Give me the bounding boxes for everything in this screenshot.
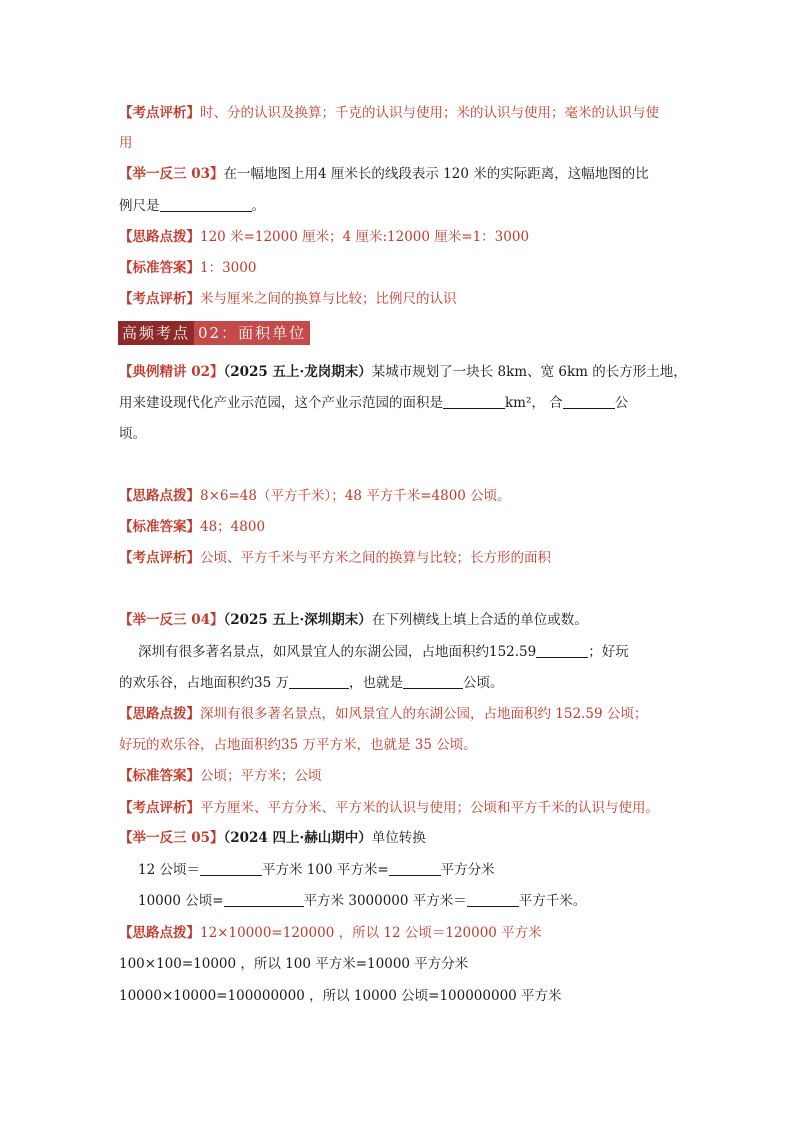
line-text: 公顷。	[462, 675, 504, 691]
line-tag: 【考点评析】	[119, 105, 200, 121]
text-line	[119, 767, 322, 785]
text-line	[119, 611, 588, 629]
line-text: 例尺是	[119, 198, 160, 214]
text-line	[119, 674, 503, 692]
answer-blank[interactable]	[389, 861, 441, 876]
text-line: 100×100=10000 ，所以 100 平方米=10000 平方分米	[119, 956, 469, 972]
text-line	[119, 197, 265, 215]
line-text: 平方千米。	[518, 893, 587, 909]
line-text: 平方米 3000000 平方米＝	[303, 893, 467, 909]
line-tag: 【考点评析】	[119, 800, 200, 816]
answer-blank[interactable]	[289, 674, 349, 689]
line-text: 用来建设现代化产业示范园，这个产业示范园的面积是	[119, 395, 443, 411]
line-text: 平方分米	[440, 862, 495, 878]
text-line	[138, 643, 629, 661]
answer-blank[interactable]	[200, 861, 262, 876]
line-text: 48；4800	[200, 519, 266, 535]
line-text: 在一幅地图上用4 厘米长的线段表示 120 米的实际距离，这幅地图的比	[223, 166, 649, 182]
line-text: 10000 公顷=	[138, 893, 224, 909]
banner-topic: 02：面积单位	[194, 321, 310, 345]
text-line	[119, 363, 687, 381]
line-tag: 【考点评析】	[119, 550, 200, 566]
line-text: 深圳有很多著名景点，如风景宜人的东湖公园，占地面积约 152.59 公顷；	[200, 706, 648, 722]
source-label: （2025 五上·龙岗期末）	[223, 364, 372, 380]
text-line	[119, 549, 551, 567]
text-line	[119, 104, 659, 122]
line-tag: 【标准答案】	[119, 768, 200, 784]
answer-blank[interactable]	[403, 674, 463, 689]
line-tag: 【举一反三 05】	[119, 830, 224, 846]
line-text: 在下列横线上填上合适的单位或数。	[371, 612, 588, 628]
text-line	[119, 165, 649, 183]
text-line	[119, 228, 529, 246]
answer-blank[interactable]	[563, 394, 615, 409]
line-text: 平方米 100 平方米=	[261, 862, 389, 878]
source-label: （2025 五上·深圳期末）	[223, 612, 372, 628]
line-tag: 【思路点拨】	[119, 925, 200, 941]
line-text: 公	[614, 395, 629, 411]
text-line	[119, 290, 457, 308]
line-tag: 【思路点拨】	[119, 229, 200, 245]
text-line: 顷。	[119, 426, 146, 442]
source-label: （2024 四上·赫山期中）	[223, 830, 372, 846]
text-line	[119, 924, 542, 942]
answer-blank[interactable]	[224, 892, 304, 907]
line-text: 平方厘米、平方分米、平方米的认识与使用；公顷和平方千米的认识与使用。	[200, 800, 659, 816]
text-line	[119, 799, 659, 817]
line-text: 单位转换	[371, 830, 426, 846]
line-text: 公顷；平方米；公顷	[200, 768, 322, 784]
line-text: 公顷、平方千米与平方米之间的换算与比较；长方形的面积	[200, 550, 551, 566]
text-line	[119, 394, 628, 412]
text-line: 用	[119, 135, 133, 151]
line-text: 米与厘米之间的换算与比较；比例尺的认识	[200, 291, 457, 307]
text-line	[119, 518, 265, 536]
line-tag: 【举一反三 04】	[119, 612, 224, 628]
line-tag: 【考点评析】	[119, 291, 200, 307]
line-text: 8×6=48（平方千米）；48 平方千米=4800 公顷。	[200, 488, 511, 504]
text-line	[119, 705, 647, 723]
text-line	[119, 487, 511, 505]
answer-blank[interactable]	[536, 643, 588, 658]
line-text: 时、分的认识及换算；千克的认识与使用；米的认识与使用；毫米的认识与使	[200, 105, 659, 121]
line-text: 的欢乐谷，占地面积约35 万	[119, 675, 289, 691]
banner-label: 高频考点	[118, 321, 194, 345]
line-text: 12×10000=120000 ，所以 12 公顷＝120000 平方米	[200, 925, 542, 941]
text-line	[138, 892, 586, 910]
line-text: ；好玩	[588, 644, 629, 660]
text-line: 10000×10000=100000000 ，所以 10000 公顷=100000000 平方米	[119, 988, 562, 1004]
line-text: ，也就是	[348, 675, 403, 691]
text-line: 好玩的欢乐谷，占地面积约35 万平方米，也就是 35 公顷。	[119, 737, 477, 753]
section-banner	[118, 321, 310, 345]
answer-blank[interactable]	[160, 197, 252, 212]
line-tag: 【举一反三 03】	[119, 166, 224, 182]
text-line	[119, 829, 426, 847]
line-text: 1：3000	[200, 260, 257, 276]
answer-blank[interactable]	[467, 892, 519, 907]
line-tag: 【思路点拨】	[119, 706, 200, 722]
line-tag: 【思路点拨】	[119, 488, 200, 504]
line-text: 深圳有很多著名景点，如风景宜人的东湖公园，占地面积约152.59	[138, 644, 537, 660]
line-text: 某城市规划了一块长 8km、宽 6km 的长方形土地，	[371, 364, 687, 380]
answer-blank[interactable]	[443, 394, 505, 409]
text-line	[138, 861, 495, 879]
line-tag: 【标准答案】	[119, 519, 200, 535]
line-text: 120 米=12000 厘米；4 厘米:12000 厘米=1：3000	[200, 229, 530, 245]
text-line	[119, 259, 256, 277]
line-tag: 【典例精讲 02】	[119, 364, 224, 380]
line-tag: 【标准答案】	[119, 260, 200, 276]
line-text: 。	[251, 198, 265, 214]
line-text: km²， 合	[505, 395, 563, 411]
line-text: 12 公顷＝	[138, 862, 200, 878]
